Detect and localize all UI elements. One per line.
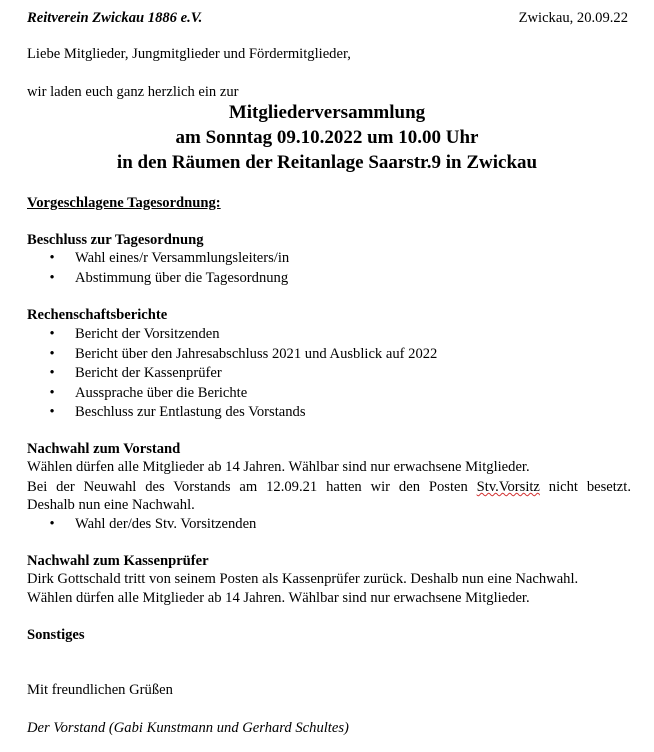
event-date: am Sonntag 09.10.2022 um 10.00 Uhr <box>175 127 479 148</box>
list-item: • Abstimmung über die Tagesordnung <box>47 269 289 289</box>
bullet-icon: • <box>49 384 55 401</box>
bullet-icon: • <box>49 516 55 532</box>
list-item: • Beschluss zur Entlastung des Vorstands <box>47 403 437 423</box>
section-heading: Rechenschaftsberichte <box>27 307 168 323</box>
paragraph-line: Dirk Gottschald tritt von seinem Posten als Kassenprüfer zurück. Deshalb nun eine Nachwahl. <box>27 571 579 587</box>
section-heading: Nachwahl zum Vorstand <box>27 441 181 457</box>
list-item: • Wahl eines/r Versammlungsleiters/in <box>47 249 289 269</box>
section-heading: Nachwahl zum Kassenprüfer <box>27 553 209 569</box>
section-list <box>47 515 256 535</box>
closing: Mit freundlichen Grüßen <box>27 682 173 698</box>
paragraph-line: Wählen dürfen alle Mitglieder ab 14 Jahren. Wählbar sind nur erwachsene Mitglieder. <box>27 459 530 475</box>
list-item: • Aussprache über die Berichte <box>47 384 437 404</box>
list-item: • Bericht der Vorsitzenden <box>47 325 437 345</box>
section-heading: Sonstiges <box>27 627 85 643</box>
place-date: Zwickau, 20.09.22 <box>518 10 628 26</box>
event-location: in den Räumen der Reitanlage Saarstr.9 in Zwickau <box>116 152 538 173</box>
section-list <box>47 249 289 288</box>
event-title: Mitgliederversammlung <box>228 102 426 123</box>
bullet-icon: • <box>49 269 55 286</box>
section-list <box>47 325 437 423</box>
paragraph-line: Wählen dürfen alle Mitglieder ab 14 Jahren. Wählbar sind nur erwachsene Mitglieder. <box>27 590 530 606</box>
bullet-icon: • <box>49 404 55 420</box>
paragraph-line: Bei der Neuwahl des Vorstands am 12.09.21 hatten wir den Posten Stv.Vorsitz nicht besetzt. <box>27 479 631 495</box>
list-item: • Bericht der Kassenprüfer <box>47 364 437 384</box>
invite-line: wir laden euch ganz herzlich ein zur <box>27 84 239 100</box>
list-item: • Wahl der/des Stv. Vorsitzenden <box>47 515 256 535</box>
list-item: • Bericht über den Jahresabschluss 2021 und Ausblick auf 2022 <box>47 345 437 365</box>
greeting: Liebe Mitglieder, Jungmitglieder und Fördermitglieder, <box>27 46 351 62</box>
org-name: Reitverein Zwickau 1886 e.V. <box>27 10 203 26</box>
spellcheck-marked-word: Stv.Vorsitz <box>476 479 540 495</box>
agenda-heading: Vorgeschlagene Tagesordnung: <box>27 195 221 211</box>
bullet-icon: • <box>49 250 55 266</box>
paragraph-line: Deshalb nun eine Nachwahl. <box>27 497 195 513</box>
section-heading: Beschluss zur Tagesordnung <box>27 232 204 248</box>
bullet-icon: • <box>49 326 55 342</box>
signature: Der Vorstand (Gabi Kunstmann und Gerhard Schultes) <box>27 720 349 736</box>
bullet-icon: • <box>49 365 55 381</box>
bullet-icon: • <box>49 345 55 362</box>
